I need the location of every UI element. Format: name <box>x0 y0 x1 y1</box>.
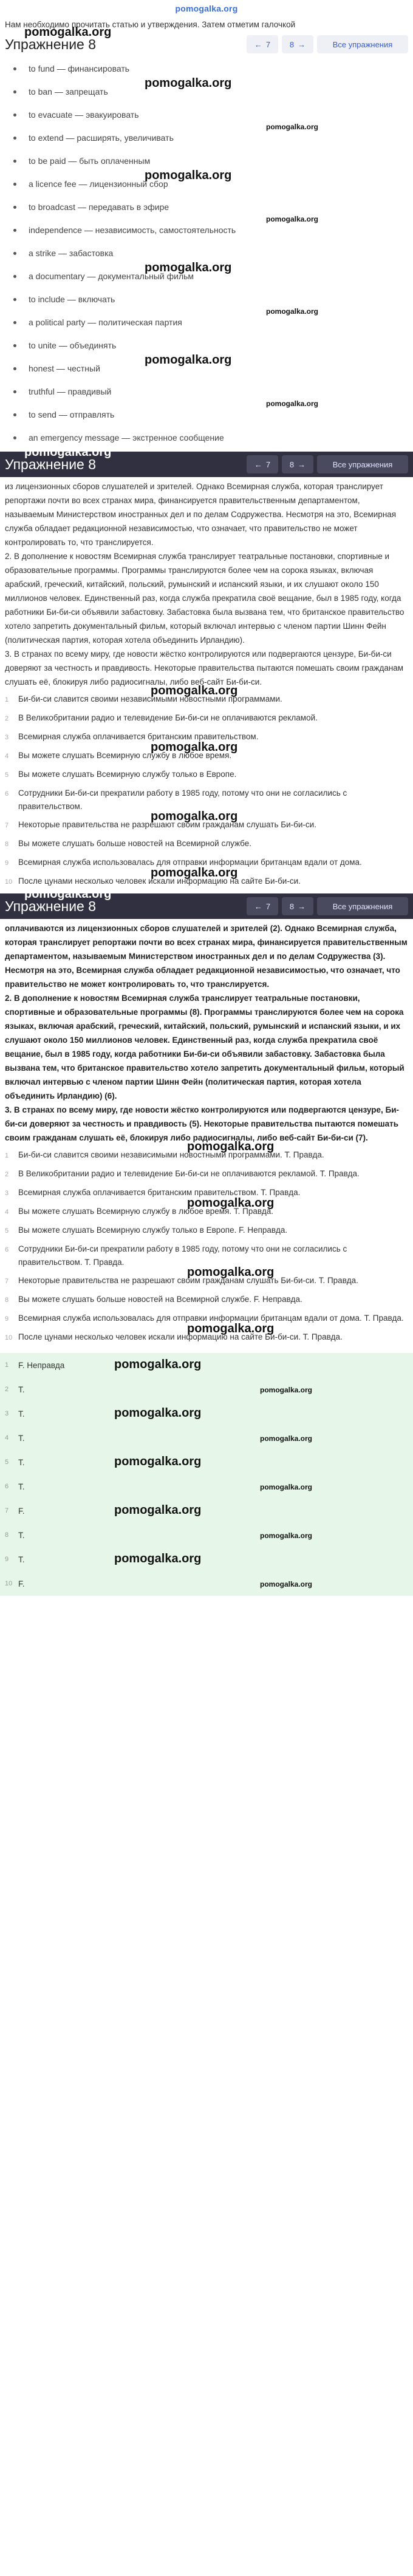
arrow-right-icon: → <box>298 39 306 49</box>
answer-text: F. <box>18 1579 25 1588</box>
answer-row <box>5 1571 408 1596</box>
vocab-item <box>5 261 408 288</box>
statement-item <box>5 1266 408 1290</box>
answer-text: T. <box>18 1409 25 1418</box>
answer-text: T. <box>18 1457 25 1467</box>
statement-text: Всемирная служба оплачивается британским правительством. T. Правда. <box>18 1188 301 1197</box>
statement-number: 8 <box>5 841 9 848</box>
bullet-icon <box>13 252 16 255</box>
current-page-label: 8 <box>289 39 295 49</box>
answer-row <box>5 1402 408 1426</box>
exercise-nav <box>247 35 408 53</box>
statement-item <box>5 765 408 784</box>
vocab-list <box>0 57 413 449</box>
arrow-left-icon: ← <box>254 901 262 911</box>
answer-row <box>5 1499 408 1523</box>
watermark: pomogalka.org <box>145 76 232 90</box>
vocab-text: to ban — запрещать <box>29 87 108 97</box>
statement-number: 1 <box>5 696 9 703</box>
exercise-header-sticky <box>0 446 413 477</box>
statement-text: Вы можете слушать Всемирную службу только в Европе. F. Неправда. <box>18 1225 288 1235</box>
answer-number: 9 <box>5 1556 9 1563</box>
answer-number: 5 <box>5 1459 9 1466</box>
statement-number: 9 <box>5 859 9 867</box>
statement-number: 6 <box>5 790 9 798</box>
vocab-item <box>5 169 408 195</box>
article-marked-paragraph-3: 3. В странах по всему миру, где новости жёстко контролируются или подвергаются цензуре, Би-би-си доверяют за честность и правдивость (5). Некоторые правительства пытаются помешать своим гражданам слушать её, блокируя либо радиосигналы, либо веб-сайт Би-би-си (7). <box>5 1105 400 1142</box>
statement-text: Всемирная служба использовалась для отправки информации британцам вдали от дома. T. Правда. <box>18 1313 404 1323</box>
statement-number: 5 <box>5 1227 9 1235</box>
statement-text: Некоторые правительства не разрешают своим гражданам слушать Би-би-си. T. Правда. <box>18 1276 358 1285</box>
statement-text: Вы можете слушать Всемирную службу только в Европе. <box>18 770 237 779</box>
statement-number: 9 <box>5 1315 9 1323</box>
statement-text: Сотрудники Би-би-си прекратили работу в 1985 году, потому что они не согласились с правительством. <box>18 788 347 811</box>
statement-number: 4 <box>5 753 9 760</box>
answer-number: 8 <box>5 1531 9 1539</box>
answer-number: 10 <box>5 1580 13 1587</box>
statement-item <box>5 1221 408 1240</box>
vocab-text: independence — независимость, самостоятельность <box>29 225 236 235</box>
current-page-label: 8 <box>289 901 295 911</box>
statement-item <box>5 1290 408 1309</box>
statement-item <box>5 1322 408 1347</box>
watermark: pomogalka.org <box>187 1196 275 1210</box>
statement-text: Вы можете слушать больше новостей на Всемирной службе. <box>18 839 251 848</box>
statement-text: Би-би-си славится своими независимыми новостными программами. <box>18 694 282 703</box>
answer-row <box>5 1377 408 1402</box>
current-page-label: 8 <box>289 459 295 469</box>
exercise-title: Упражнение 8 <box>5 898 97 914</box>
watermark: pomogalka.org <box>145 261 232 274</box>
exercise-title: Упражнение 8 <box>5 456 97 472</box>
answer-row <box>5 1353 408 1377</box>
answer-row <box>5 1547 408 1571</box>
prev-exercise-button[interactable] <box>247 455 278 473</box>
prev-exercise-label: 7 <box>265 39 271 49</box>
answer-number: 6 <box>5 1483 9 1490</box>
statement-number: 5 <box>5 771 9 779</box>
article-marked-paragraph-2: 2. В дополнение к новостям Всемирная служба транслирует театральные постановки, спортивные и образовательные программы (8). Программы транслируются более чем на сорока языках, включая арабский, греческий, китайский, польский, румынский и испанский языки, и их слушают около 150 миллионов человек. Единственный раз, когда служба прекратила своё вещание, был в 1985 году, когда работники Би-би-си объявили забастовку. Забастовка была вызвана тем, что британское правительство хотело запретить документальный фильм, который включал интервью с членом партии Шинн Фейн (политическая партия, которая хотела объединить Ирландию) (6). <box>5 994 404 1100</box>
bullet-icon <box>13 114 16 117</box>
statement-number: 2 <box>5 1171 9 1178</box>
watermark: pomogalka.org <box>151 741 238 754</box>
vocab-item <box>5 399 408 426</box>
vocab-text: to broadcast — передавать в эфире <box>29 202 169 212</box>
watermark: pomogalka.org <box>187 1140 275 1153</box>
watermark: pomogalka.org <box>151 684 238 697</box>
statement-item <box>5 1165 408 1184</box>
next-exercise-button[interactable] <box>282 897 313 915</box>
answer-number: 4 <box>5 1434 9 1442</box>
exercise-nav <box>247 897 408 915</box>
answers-list <box>0 1353 413 1596</box>
vocab-text: a licence fee — лицензионный сбор <box>29 179 168 189</box>
statement-text: После цунами несколько человек искали информацию на сайте Би-би-си. T. Правда. <box>18 1332 343 1341</box>
prev-exercise-button[interactable] <box>247 897 278 915</box>
watermark: pomogalka.org <box>260 1386 313 1394</box>
article-marked <box>0 919 413 1349</box>
statements-marked-list <box>5 1140 408 1347</box>
statement-number: 3 <box>5 1190 9 1197</box>
bullet-icon <box>13 67 16 70</box>
watermark: pomogalka.org <box>24 25 112 39</box>
exercise-title: Упражнение 8 <box>5 36 97 52</box>
statement-item <box>5 1140 408 1165</box>
statement-item <box>5 684 408 709</box>
bullet-icon <box>13 160 16 163</box>
bullet-icon <box>13 390 16 393</box>
article-paragraph-2: 2. В дополнение к новостям Всемирная служба транслирует театральные постановки, спортивные и образовательные программы. Программы транслируются более чем на сорока языках, включая арабский, греческий, китайский, польский, румынский и испанский языки, и их слушают около 150 миллионов человек. Единственный раз, когда служба прекратила своё вещание, был в 1985 году, когда работники Би-би-си объявили забастовку. Забастовка была вызвана тем, что британское правительство хотело запретить документальный фильм, который включал интервью с членом партии Шинн Фейн (политическая партия, которая хотела объединить Ирландию). <box>5 552 404 645</box>
statement-number: 7 <box>5 1278 9 1285</box>
watermark: pomogalka.org <box>114 1455 202 1468</box>
vocab-text: a documentary — документальный фильм <box>29 271 194 281</box>
all-exercises-button[interactable]: Все упражнения <box>317 455 408 473</box>
answer-text: T. <box>18 1530 25 1540</box>
vocab-text: to evacuate — эвакуировать <box>29 110 139 120</box>
statement-text: Вы можете слушать Всемирную службу в любое время. <box>18 751 232 760</box>
bullet-icon <box>13 344 16 347</box>
vocab-item <box>5 215 408 242</box>
exercise-nav <box>247 455 408 473</box>
watermark: pomogalka.org <box>266 307 319 316</box>
statement-number: 1 <box>5 1152 9 1159</box>
vocab-item <box>5 76 408 103</box>
statement-text: Всемирная служба оплачивается британским правительством. <box>18 732 259 741</box>
watermark: pomogalka.org <box>187 1322 275 1335</box>
arrow-right-icon: → <box>298 901 306 911</box>
vocab-text: truthful — правдивый <box>29 387 112 396</box>
vocab-text: an emergency message — экстренное сообщение <box>29 433 224 442</box>
vocab-text: a political party — политическая партия <box>29 317 182 327</box>
bullet-icon <box>13 183 16 186</box>
next-exercise-button[interactable] <box>282 455 313 473</box>
bullet-icon <box>13 206 16 209</box>
statement-number: 10 <box>5 1334 13 1341</box>
watermark: pomogalka.org <box>114 1552 202 1565</box>
statement-text: В Великобритании радио и телевидение Би-би-си не оплачиваются рекламой. <box>18 713 318 722</box>
statement-text: Сотрудники Би-би-си прекратили работу в 1985 году, потому что они не согласились с правительством. T. Правда. <box>18 1244 347 1267</box>
answer-text: T. <box>18 1385 25 1394</box>
vocab-item <box>5 380 408 403</box>
statement-text: После цунами несколько человек искали информацию на сайте Би-би-си. <box>18 876 301 886</box>
vocab-text: a strike — забастовка <box>29 248 114 258</box>
arrow-right-icon: → <box>298 459 306 469</box>
vocab-item <box>5 288 408 311</box>
bullet-icon <box>13 413 16 416</box>
intro-text: Нам необходимо прочитать статью и утверждения. Затем отметим галочкой <box>5 20 296 29</box>
vocab-text: to send — отправлять <box>29 410 115 419</box>
answer-text: T. <box>18 1554 25 1564</box>
bullet-icon <box>13 137 16 140</box>
arrow-left-icon: ← <box>254 39 262 49</box>
watermark: pomogalka.org <box>114 1358 202 1371</box>
vocab-item <box>5 195 408 219</box>
watermark: pomogalka.org <box>260 1531 313 1540</box>
answer-number: 2 <box>5 1386 9 1393</box>
statement-number: 8 <box>5 1296 9 1304</box>
answer-number: 3 <box>5 1410 9 1417</box>
answer-row <box>5 1523 408 1547</box>
statement-number: 6 <box>5 1246 9 1253</box>
statement-number: 2 <box>5 715 9 722</box>
bullet-icon <box>13 321 16 324</box>
article-paragraph-1: из лицензионных сборов слушателей и зрителей. Однако Всемирная служба, которая транслирует репортажи почти во всех странах мира, финансируется правительственным департаментом, называемым Министерством иностранных дел и по делам Содружества. Несмотря на это, Всемирная служба обладает редакционной независимостью, что означает, что правительство не может контролировать то, что транслируется. <box>5 482 397 547</box>
answer-number: 1 <box>5 1361 9 1369</box>
watermark: pomogalka.org <box>145 353 232 367</box>
vocab-item <box>5 307 408 334</box>
statement-item <box>5 810 408 835</box>
statement-text: В Великобритании радио и телевидение Би-би-си не оплачиваются рекламой. T. Правда. <box>18 1169 360 1178</box>
answer-text: T. <box>18 1433 25 1443</box>
prev-exercise-label: 7 <box>265 901 271 911</box>
bullet-icon <box>13 90 16 93</box>
vocab-item <box>5 103 408 126</box>
bullet-icon <box>13 436 16 439</box>
bullet-icon <box>13 275 16 278</box>
answer-number: 7 <box>5 1507 9 1514</box>
vocab-item <box>5 123 408 149</box>
statement-text: Вы можете слушать больше новостей на Всемирной службе. F. Неправда. <box>18 1295 302 1304</box>
statement-number: 10 <box>5 878 13 886</box>
watermark: pomogalka.org <box>145 169 232 182</box>
statement-number: 4 <box>5 1208 9 1216</box>
statement-number: 7 <box>5 822 9 829</box>
answer-text: F. Неправда <box>18 1360 65 1370</box>
watermark: pomogalka.org <box>114 1406 202 1420</box>
watermark: pomogalka.org <box>266 399 319 408</box>
article-marked-paragraph-1: оплачиваются из лицензионных сборов слушателей и зрителей (2). Однако Всемирная служба, которая транслирует репортажи почти во всех странах мира, финансируется правительственным департаментом, называемым Министерством иностранных дел и по делам Содружества (3). Несмотря на это, Всемирная служба обладает редакционной независимостью, что означает, что правительство не может контролировать то, что транслируется. <box>5 924 408 989</box>
bullet-icon <box>13 298 16 301</box>
statement-text: Би-би-си славится своими независимыми новостными программами. T. Правда. <box>18 1150 324 1159</box>
statement-text: Некоторые правительства не разрешают своим гражданам слушать Би-би-си. <box>18 820 316 829</box>
bullet-icon <box>13 229 16 232</box>
watermark: pomogalka.org <box>260 1434 313 1443</box>
watermark: pomogalka.org <box>151 866 238 880</box>
vocab-text: to fund — финансировать <box>29 64 130 73</box>
exercise-header-sticky <box>0 887 413 919</box>
watermark: pomogalka.org <box>24 446 112 459</box>
statement-item <box>5 741 408 765</box>
watermark: pomogalka.org <box>260 1483 313 1491</box>
vocab-text: to include — включать <box>29 294 115 304</box>
all-exercises-button[interactable]: Все упражнения <box>317 897 408 915</box>
statement-item <box>5 709 408 728</box>
watermark: pomogalka.org <box>260 1580 313 1588</box>
exercise-header <box>0 25 413 57</box>
watermark: pomogalka.org <box>114 1503 202 1517</box>
answer-row <box>5 1474 408 1499</box>
bullet-icon <box>13 367 16 370</box>
vocab-text: to be paid — быть оплаченным <box>29 156 151 166</box>
prev-exercise-button[interactable] <box>247 35 278 53</box>
statement-text: Всемирная служба использовалась для отправки информации британцам вдали от дома. <box>18 858 362 867</box>
statements-list <box>5 684 408 891</box>
answer-row <box>5 1450 408 1474</box>
vocab-text: to extend — расширять, увеличивать <box>29 133 174 143</box>
all-exercises-button[interactable]: Все упражнения <box>317 35 408 53</box>
prev-exercise-label: 7 <box>265 459 271 469</box>
site-brand[interactable]: pomogalka.org <box>175 4 238 13</box>
arrow-left-icon: ← <box>254 459 262 469</box>
answer-text: F. <box>18 1506 25 1516</box>
vocab-text: to unite — объединять <box>29 341 117 350</box>
answer-row <box>5 1426 408 1450</box>
watermark: pomogalka.org <box>24 887 112 901</box>
answer-text: T. <box>18 1482 25 1491</box>
watermark: pomogalka.org <box>266 123 319 131</box>
watermark: pomogalka.org <box>266 215 319 223</box>
statement-item <box>5 1196 408 1221</box>
watermark: pomogalka.org <box>151 810 238 823</box>
next-exercise-button[interactable] <box>282 35 313 53</box>
statement-text: Вы можете слушать Всемирную службу в любое время. T. Правда. <box>18 1207 274 1216</box>
watermark: pomogalka.org <box>187 1266 275 1279</box>
statement-item <box>5 835 408 853</box>
article-paragraph-3: 3. В странах по всему миру, где новости жёстко контролируются или подвергаются цензуре, Би-би-си доверяют за честность и правдивость. Некоторые правительства пытаются помешать своим гражданам слушать её, блокируя либо радиосигналы, либо веб-сайт Би-би-си. <box>5 649 404 686</box>
statement-number: 3 <box>5 734 9 741</box>
vocab-text: honest — честный <box>29 364 100 373</box>
article-translation <box>0 477 413 893</box>
vocab-item <box>5 353 408 380</box>
